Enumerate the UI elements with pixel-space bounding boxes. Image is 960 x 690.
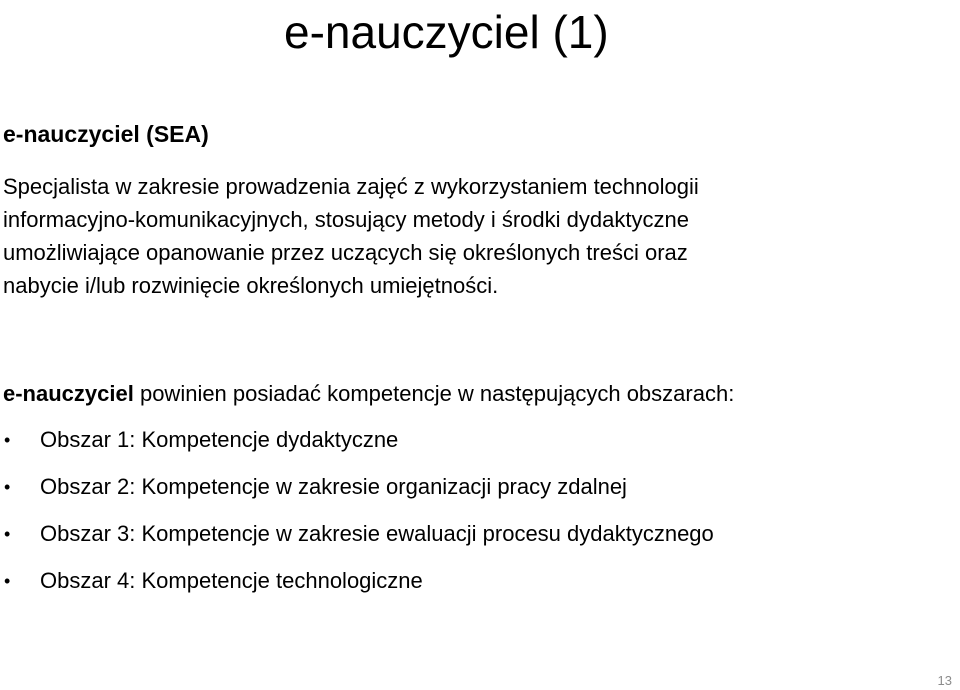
area-label: Obszar 4: Kompetencje technologiczne — [40, 568, 423, 593]
definition-line: Specjalista w zakresie prowadzenia zajęć z wykorzystaniem technologii — [3, 174, 699, 199]
bullet-icon: • — [4, 477, 11, 497]
page-number: 13 — [937, 673, 952, 688]
definition-paragraph — [3, 170, 943, 302]
definition-line: informacyjno-komunikacyjnych, stosujący metody i środki dydaktyczne — [3, 207, 689, 232]
bullet-icon: • — [4, 571, 11, 591]
section-heading: e-nauczyciel (SEA) — [3, 121, 209, 147]
definition-line: nabycie i/lub rozwinięcie określonych umiejętności. — [3, 273, 499, 298]
bullet-icon: • — [4, 524, 11, 544]
area-label: Obszar 2: Kompetencje w zakresie organizacji pracy zdalnej — [40, 474, 627, 499]
definition-line: umożliwiające opanowanie przez uczących się określonych treści oraz — [3, 240, 688, 265]
area-label: Obszar 1: Kompetencje dydaktyczne — [40, 427, 399, 452]
intro-bold-term: e-nauczyciel — [3, 381, 134, 406]
area-label: Obszar 3: Kompetencje w zakresie ewaluacji procesu dydaktycznego — [40, 521, 714, 546]
intro-text: powinien posiadać kompetencje w następujących obszarach: — [133, 381, 735, 406]
slide-title: e-nauczyciel (1) — [284, 6, 609, 58]
competence-intro — [3, 378, 734, 410]
bullet-icon: • — [4, 430, 11, 450]
